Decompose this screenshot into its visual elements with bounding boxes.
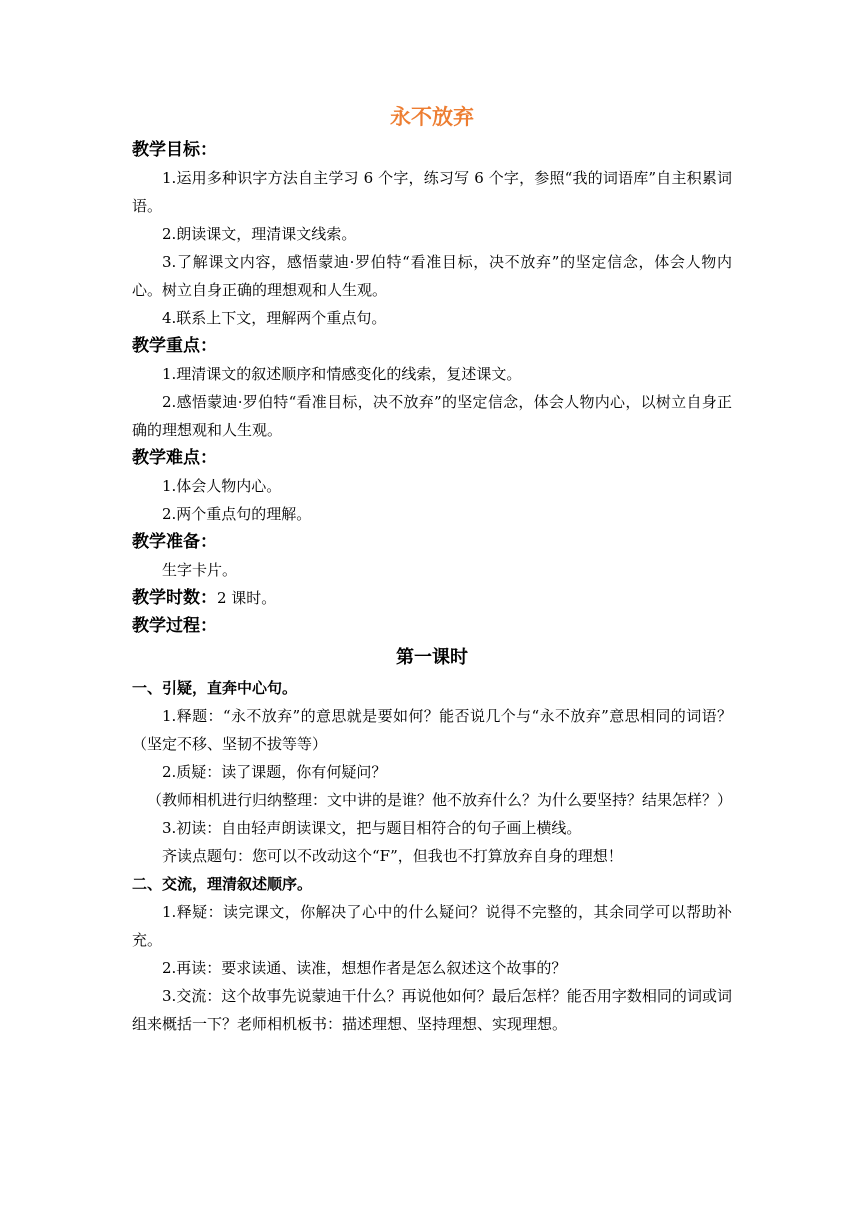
- lesson1-title: 第一课时: [396, 647, 468, 668]
- objective-item-1: 1.运用多种识字方法自主学习 6 个字，练习写 6 个字，参照“我的词语库”自主积累词语。: [132, 169, 732, 215]
- objective-item-2: 2.朗读课文，理清课文线索。: [162, 225, 357, 243]
- part1-item-4: 3.初读：自由轻声朗读课文，把与题目相符合的句子画上横线。: [162, 819, 582, 837]
- hours-heading: 教学时数：: [132, 588, 217, 608]
- preparation-heading: 教学准备：: [132, 532, 217, 552]
- keypoint-item-2: 2.感悟蒙迪·罗伯特“看准目标，决不放弃”的坚定信念，体会人物内心，以树立自身正确的理想观和人生观。: [132, 393, 732, 439]
- hours-line: [132, 584, 732, 612]
- difficulties-heading: 教学难点：: [132, 448, 217, 468]
- part1-item-2: 2.质疑：读了课题，你有何疑问？: [162, 763, 387, 781]
- part1-item-5: 齐读点题句：您可以不改动这个“F”，但我也不打算放弃自身的理想！: [162, 847, 623, 865]
- preparation-item-1: 生字卡片。: [162, 561, 238, 579]
- keypoint-item-1: 1.理清课文的叙述顺序和情感变化的线索，复述课文。: [162, 365, 522, 383]
- difficulty-item-1: 1.体会人物内心。: [162, 477, 282, 495]
- difficulty-item-2: 2.两个重点句的理解。: [162, 505, 312, 523]
- objective-item-4: 4.联系上下文，理解两个重点句。: [162, 309, 387, 327]
- part2-item-1: 1.释疑：读完课文，你解决了心中的什么疑问？说得不完整的，其余同学可以帮助补充。: [132, 903, 732, 949]
- part2-item-2: 2.再读：要求读通、读准，想想作者是怎么叙述这个故事的？: [162, 959, 567, 977]
- process-heading: 教学过程：: [132, 616, 217, 636]
- objective-item-3: 3.了解课文内容，感悟蒙迪·罗伯特“看准目标，决不放弃”的坚定信念，体会人物内心。树立自身正确的理想观和人生观。: [132, 253, 732, 299]
- document-title: 永不放弃: [390, 105, 474, 129]
- part2-heading: 二、交流，理清叙述顺序。: [132, 875, 313, 893]
- keypoints-heading: 教学重点：: [132, 336, 217, 356]
- hours-value: 2 课时。: [217, 589, 277, 607]
- document-page: [132, 100, 732, 1038]
- part1-item-1: 1.释题：“永不放弃”的意思就是要如何？能否说几个与“永不放弃”意思相同的词语？（坚定不移、坚韧不拔等等）: [132, 707, 732, 753]
- part2-item-3: 3.交流：这个故事先说蒙迪干什么？再说他如何？最后怎样？能否用字数相同的词或词组来概括一下？老师相机板书：描述理想、坚持理想、实现理想。: [132, 987, 732, 1033]
- part1-item-3: （教师相机进行归纳整理：文中讲的是谁？他不放弃什么？为什么要坚持？结果怎样？）: [147, 791, 733, 809]
- objectives-heading: 教学目标：: [132, 140, 217, 160]
- part1-heading: 一、引疑，直奔中心句。: [132, 679, 298, 697]
